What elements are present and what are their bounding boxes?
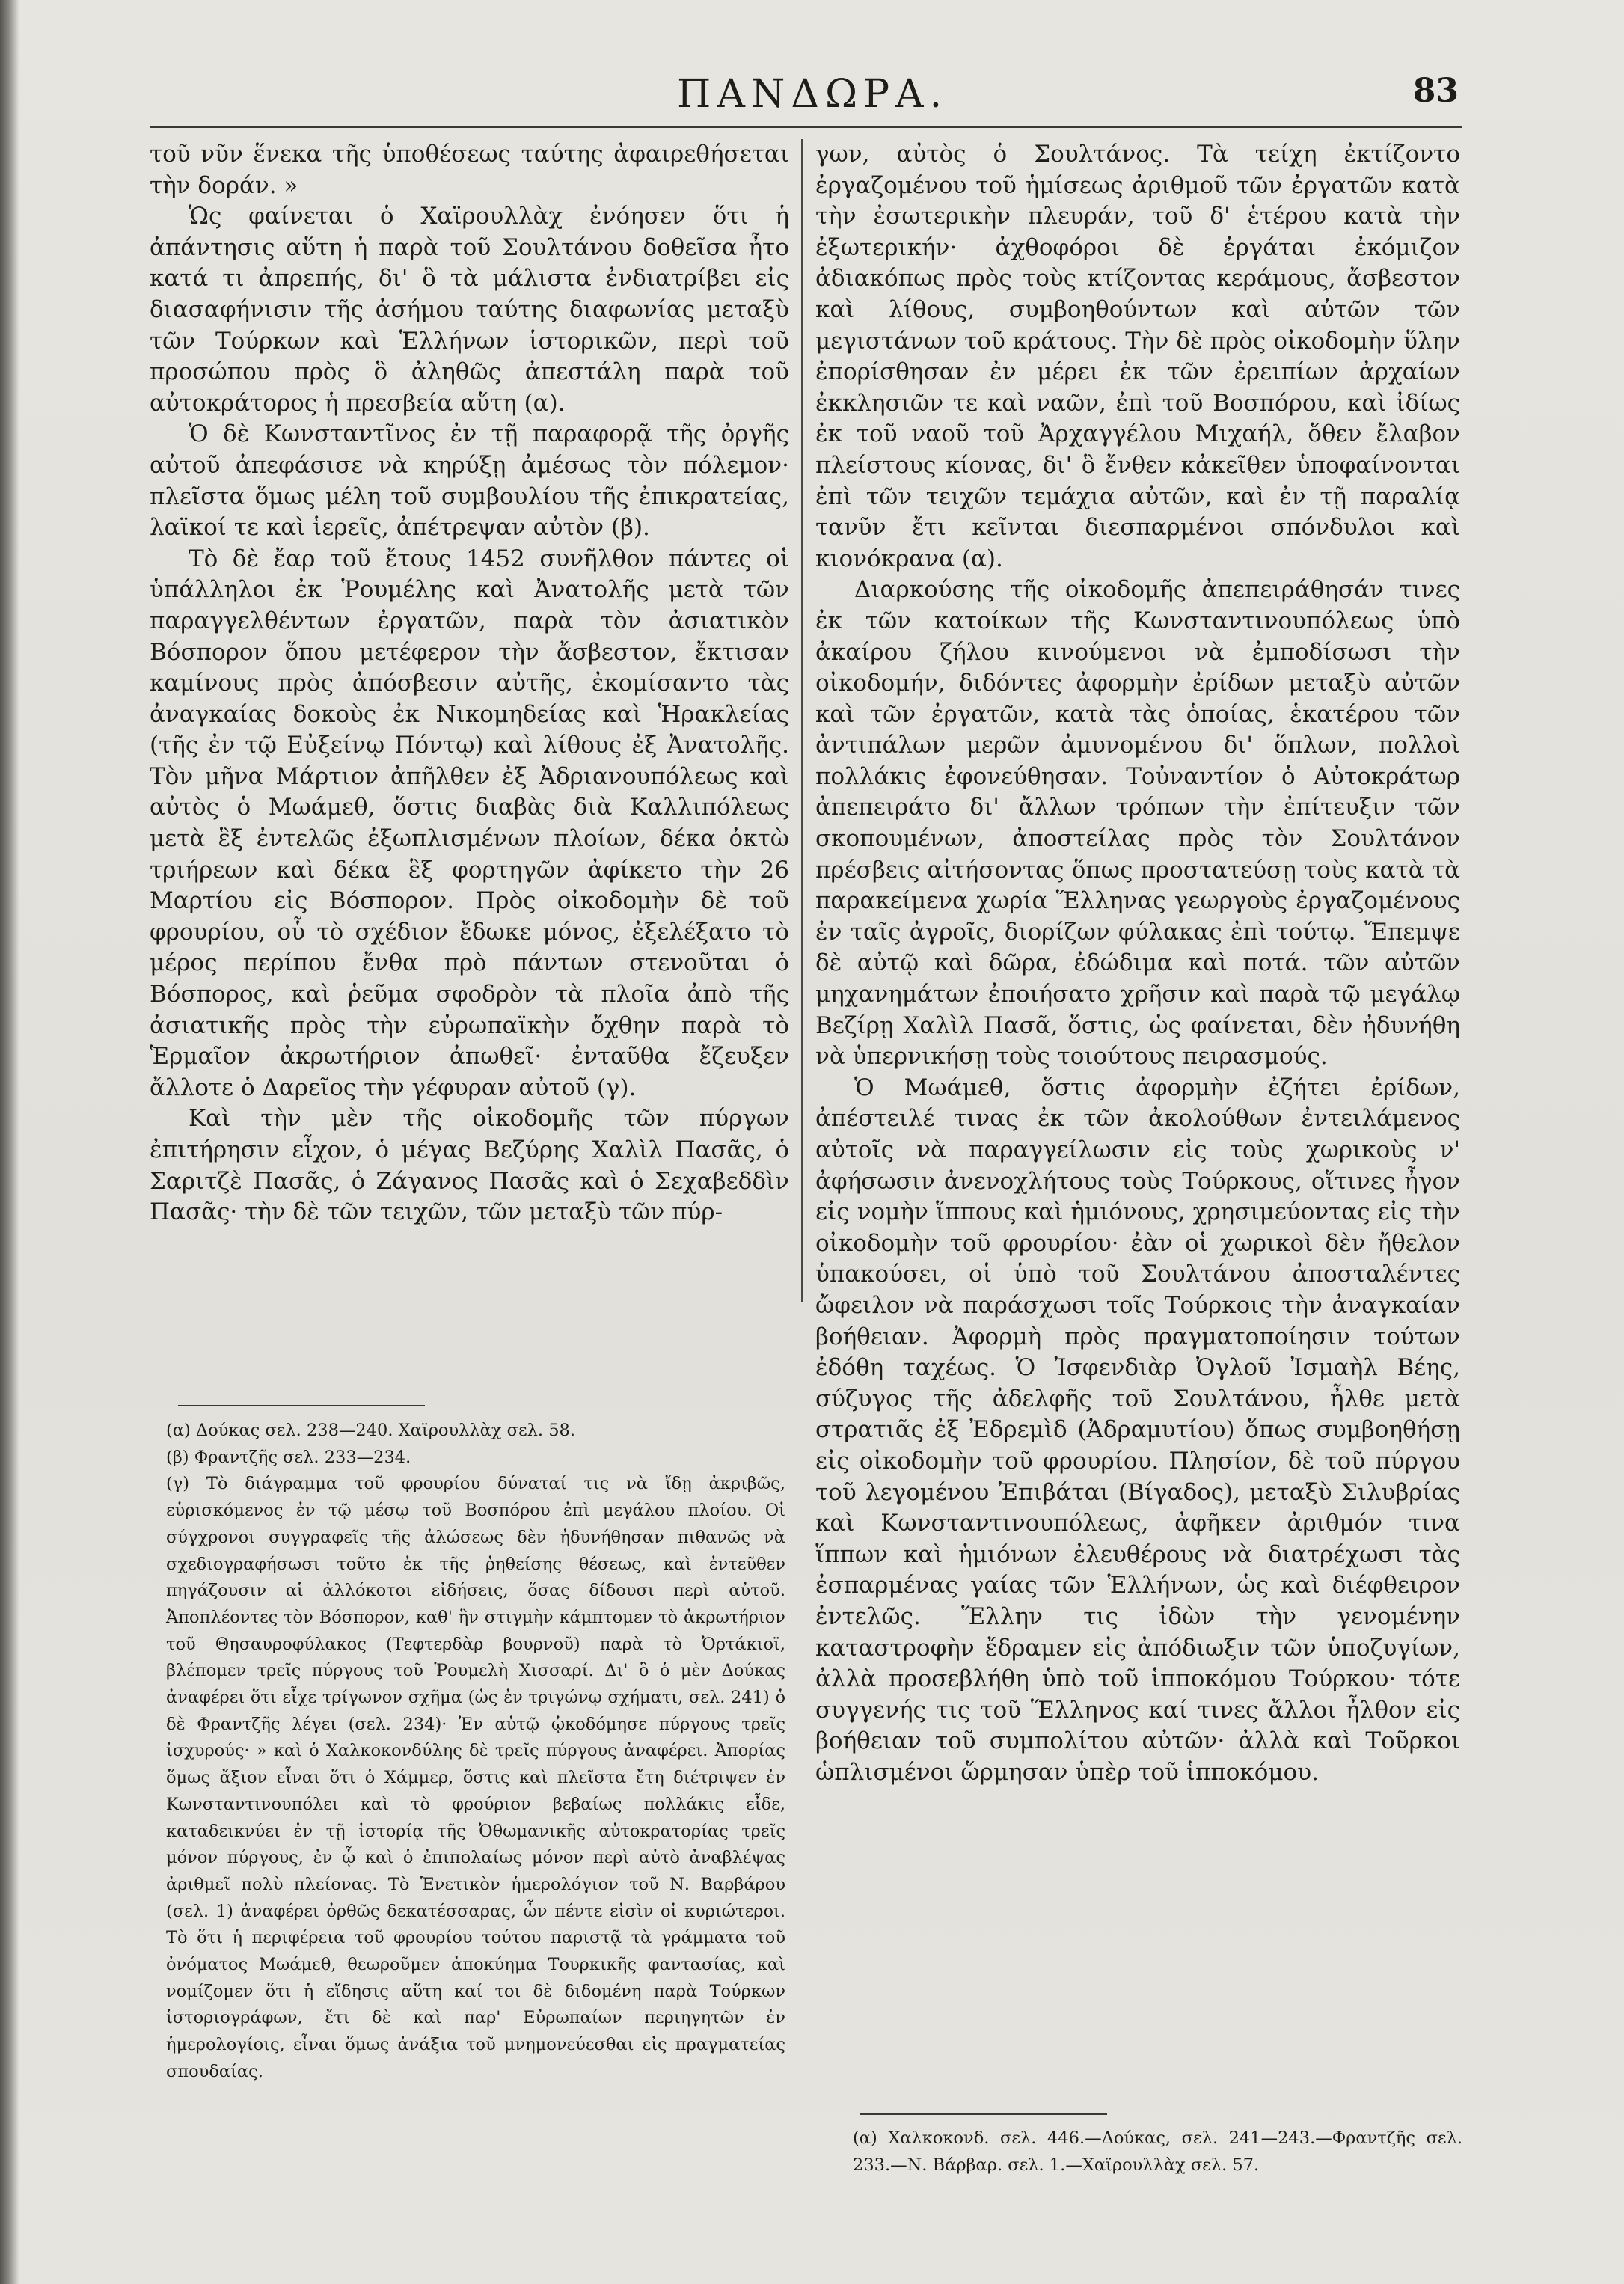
- footnote-rule-right: [860, 2113, 1107, 2115]
- page-number: 83: [1412, 72, 1459, 110]
- footnote: (α) Δούκας σελ. 238—240. Χαϊρουλλὰχ σελ. 58.: [166, 1421, 576, 1440]
- header-rule: [150, 126, 1462, 128]
- footnote-rule-left: [178, 1405, 425, 1406]
- binding-shadow: [0, 0, 19, 2284]
- footnote: (α) Χαλκοκονδ. σελ. 446.—Δούκας, σελ. 241—243.—Φραντζῆς σελ. 233.—Ν. Βάρβαρ. σελ. 1.—Χαϊρουλλὰχ σελ. 57.: [853, 2128, 1462, 2175]
- left-column: [150, 139, 789, 1228]
- paragraph: Τὸ δὲ ἔαρ τοῦ ἔτους 1452 συνῆλθον πάντες οἱ ὑπάλληλοι ἐκ Ῥουμέλης καὶ Ἀνατολῆς μετὰ τῶν παραγγελθέντων ἐργατῶν, παρὰ τὸν ἀσιατικὸν Βόσπορον ὅπου μετέφερον τὴν ἄσβεστον, ἔκτισαν καμίνους πρὸς ἀπόσβεσιν αὐτῆς, ἐκομίσαντο τὰς ἀναγκαίας δοκοὺς ἐκ Νικομηδείας καὶ Ἡρακλείας (τῆς ἐν τῷ Εὐξείνῳ Πόντῳ) καὶ λίθους ἐξ Ἀνατολῆς. Τὸν μῆνα Μάρτιον ἀπῆλθεν ἐξ Ἀδριανουπόλεως καὶ αὐτὸς ὁ Μωάμεθ, ὅστις διαβὰς διὰ Καλλιπόλεως μετὰ ἓξ ἐντελῶς ἐξωπλισμένων πλοίων, δέκα ὀκτὼ τριήρεων καὶ δέκα ἓξ φορτηγῶν ἀφίκετο τὴν 26 Μαρτίου εἰς Βόσπορον. Πρὸς οἰκοδομὴν δὲ τοῦ φρουρίου, οὗ τὸ σχέδιον ἔδωκε μόνος, ἐξελέξατο τὸ μέρος περίπου ἔνθα πρὸ πάντων στενοῦται ὁ Βόσπορος, καὶ ῥεῦμα σφοδρὸν τὰ πλοῖα ἀπὸ τῆς ἀσιατικῆς πρὸς τὴν εὐρωπαϊκὴν ὄχθην παρὰ τὸ Ἑρμαῖον ἀκρωτήριον ἀπωθεῖ· ἐνταῦθα ἔζευξεν ἄλλοτε ὁ Δαρεῖος τὴν γέφυραν αὐτοῦ (γ).: [150, 545, 789, 1101]
- paragraph: Ὁ δὲ Κωνσταντῖνος ἐν τῇ παραφορᾷ τῆς ὀργῆς αὐτοῦ ἀπεφάσισε νὰ κηρύξῃ ἀμέσως τὸν πόλεμον· πλεῖστα ὅμως μέλη τοῦ συμβουλίου τῆς ἐπικρατείας, λαϊκοί τε καὶ ἱερεῖς, ἀπέτρεψαν αὐτὸν (β).: [150, 420, 789, 542]
- journal-title: ΠΑΝΔΩΡΑ.: [677, 72, 949, 117]
- footnotes-left: [166, 1418, 785, 2086]
- running-head: [0, 72, 1624, 124]
- footnote: (β) Φραντζῆς σελ. 233—234.: [166, 1447, 411, 1467]
- right-column: [815, 139, 1460, 1788]
- paragraph: Καὶ τὴν μὲν τῆς οἰκοδομῆς τῶν πύργων ἐπιτήρησιν εἶχον, ὁ μέγας Βεζύρης Χαλὶλ Πασᾶς, ὁ Σαριτζὲ Πασᾶς, ὁ Ζάγανος Πασᾶς καὶ ὁ Σεχαβεδδὶν Πασᾶς· τὴν δὲ τῶν τειχῶν, τῶν μεταξὺ τῶν πύρ-: [150, 1105, 789, 1226]
- footnotes-right: [853, 2125, 1462, 2179]
- paragraph: γων, αὐτὸς ὁ Σουλτάνος. Τὰ τείχη ἐκτίζοντο ἐργαζομένου τοῦ ἡμίσεως ἀριθμοῦ τῶν ἐργατῶν κατὰ τὴν ἐσωτερικὴν πλευράν, τοῦ δ' ἑτέρου κατὰ τὴν ἐξωτερικήν· ἀχθοφόροι δὲ ἐργάται ἐκόμιζον ἀδιακόπως πρὸς τοὺς κτίζοντας κεράμους, ἄσβεστον καὶ λίθους, συμβοηθούντων καὶ αὐτῶν τῶν μεγιστάνων τοῦ κράτους. Τὴν δὲ πρὸς οἰκοδομὴν ὕλην ἐπορίσθησαν ἐν μέρει ἐκ τῶν ἐρειπίων ἀρχαίων ἐκκλησιῶν τε καὶ ναῶν, ἐπὶ τοῦ Βοσπόρου, καὶ ἰδίως ἐκ τοῦ ναοῦ τοῦ Ἀρχαγγέλου Μιχαήλ, ὅθεν ἔλαβον πλείστους κίονας, δι' ὃ ἔνθεν κἀκεῖθεν ὑποφαίνονται ἐπὶ τῶν τειχῶν τεμάχια αὐτῶν, καὶ ἐν τῇ παραλίᾳ τανῦν ἔτι κεῖνται διεσπαρμένοι σπόνδυλοι καὶ κιονόκρανα (α).: [815, 141, 1460, 572]
- paragraph: Διαρκούσης τῆς οἰκοδομῆς ἀπεπειράθησάν τινες ἐκ τῶν κατοίκων τῆς Κωνσταντινουπόλεως ὑπὸ ἀκαίρου ζήλου κινούμενοι νὰ ἐμποδίσωσι τὴν οἰκοδομήν, διδόντες ἀφορμὴν ἐρίδων μεταξὺ αὐτῶν καὶ τῶν ἐργατῶν, κατὰ τὰς ὁποίας, ἑκατέρου τῶν ἀντιπάλων μερῶν ἀμυνομένου δι' ὅπλων, πολλοὶ πολλάκις ἐφονεύθησαν. Τοὐναντίον ὁ Αὐτοκράτωρ ἀπεπειράτο δι' ἄλλων τρόπων τὴν ἐπίτευξιν τῶν σκοπουμένων, ἀποστείλας πρὸς τὸν Σουλτάνον πρέσβεις αἰτήσοντας ὅπως προστατεύσῃ τοὺς κατὰ τὰ παρακείμενα χωρία Ἕλληνας γεωργοὺς ἐργαζομένους ἐν ταῖς ἀγροῖς, διορίζων φύλακας ἐπὶ τούτῳ. Ἔπεμψε δὲ αὐτῷ καὶ δῶρα, ἐδώδιμα καὶ ποτά. τῶν αὐτῶν μηχανημάτων ἐποιήσατο χρῆσιν καὶ παρὰ τῷ μεγάλῳ Βεζίρῃ Χαλὶλ Πασᾶ, ὅστις, ὡς φαίνεται, δὲν ἠδυνήθη νὰ ὑπερνικήσῃ τοὺς τοιούτους πειρασμούς.: [815, 576, 1460, 1071]
- paragraph: Ὁ Μωάμεθ, ὅστις ἀφορμὴν ἐζήτει ἐρίδων, ἀπέστειλέ τινας ἐκ τῶν ἀκολούθων ἐντειλάμενος αὐτοῖς νὰ παραγγείλωσιν εἰς τοὺς χωρικοὺς ν' ἀφήσωσιν ἀνενοχλήτους τοὺς Τούρκους, οἵτινες ἦγον εἰς νομὴν ἵππους καὶ ἡμιόνους, χρησιμεύοντας εἰς τὴν οἰκοδομὴν τοῦ φρουρίου· ἐὰν οἱ χωρικοὶ δὲν ἤθελον ὑπακούσει, οἱ ὑπὸ τοῦ Σουλτάνου ἀποσταλέντες ὤφειλον νὰ παράσχωσι τοῖς Τούρκοις τὴν ἀναγκαίαν βοήθειαν. Ἀφορμὴ πρὸς πραγματοποίησιν τούτων ἐδόθη ταχέως. Ὁ Ἰσφενδιὰρ Ὀγλοῦ Ἰσμαὴλ Βέης, σύζυγος τῆς ἀδελφῆς τοῦ Σουλτάνου, ἦλθε μετὰ στρατιᾶς ἐξ Ἐδρεμὶδ (Ἀδραμυτίου) ὅπως συμβοηθήσῃ εἰς οἰκοδομὴν τοῦ φρουρίου. Πλησίον, δὲ τοῦ πύργου τοῦ λεγομένου Ἐπιβάται (Βίγαδος), μεταξὺ Σιλυβρίας καὶ Κωνσταντινουπόλεως, ἀφῆκεν ἀριθμόν τινα ἵππων καὶ ἡμιόνων ἐλευθέρους νὰ διατρέχωσι τὰς ἐσπαρμένας γαίας τῶν Ἑλλήνων, ὡς καὶ διέφθειρον ἐντελῶς. Ἕλλην τις ἰδὼν τὴν γενομένην καταστροφὴν ἔδραμεν εἰς ἀπόδιωξιν τῶν ὑποζυγίων, ἀλλὰ προσεβλήθη ὑπὸ τοῦ ἱπποκόμου Τούρκου· τότε συγγενής τις τοῦ Ἕλληνος καί τινες ἄλλοι ἦλθον εἰς βοήθειαν τοῦ συμπολίτου αὐτῶν· ἀλλὰ καὶ Τοῦρκοι ὡπλισμένοι ὥρμησαν ὑπὲρ τοῦ ἱπποκόμου.: [815, 1074, 1460, 1786]
- paragraph: τοῦ νῦν ἕνεκα τῆς ὑποθέσεως ταύτης ἀφαιρεθήσεται τὴν δοράν. »: [150, 141, 789, 199]
- column-separator: [801, 139, 803, 1302]
- footnote: (γ) Τὸ διάγραμμα τοῦ φρουρίου δύναταί τις νὰ ἴδῃ ἀκριβῶς, εὑρισκόμενος ἐν τῷ μέσῳ τοῦ Βοσπόρου ἐπὶ μεγάλου πλοίου. Οἱ σύγχρονοι συγγραφεῖς τῆς ἁλώσεως δὲν ἠδυνήθησαν πιθανῶς νὰ σχεδιογραφήσωσι τοῦτο ἐκ τῆς ῥηθείσης θέσεως, καὶ ἐντεῦθεν πηγάζουσιν αἱ ἀλλόκοτοι εἰδήσεις, ὅσας δίδουσι περὶ αὐτοῦ. Ἀποπλέοντες τὸν Βόσπορον, καθ' ἣν στιγμὴν κάμπτομεν τὸ ἀκρωτήριον τοῦ Θησαυροφύλακος (Τεφτερδὰρ βουρνοῦ) παρὰ τὸ Ὀρτάκιοϊ, βλέπομεν τρεῖς πύργους τοῦ Ῥουμελὴ Χισσαρί. Δι' ὃ ὁ μὲν Δούκας ἀναφέρει ὅτι εἶχε τρίγωνον σχῆμα (ὡς ἐν τριγώνῳ σχήματι, σελ. 241) ὁ δὲ Φραντζῆς λέγει (σελ. 234)· Ἐν αὐτῷ ᾠκοδόμησε πύργους τρεῖς ἰσχυρούς· » καὶ ὁ Χαλκοκονδύλης δὲ τρεῖς πύργους ἀναφέρει. Ἀπορίας ὅμως ἄξιον εἶναι ὅτι ὁ Χάμμερ, ὅστις καὶ πλεῖστα ἔτη διέτριψεν ἐν Κωνσταντινουπόλει καὶ τὸ φρούριον βεβαίως πολλάκις εἶδε, καταδεικνύει ἐν τῇ ἱστορίᾳ τῆς Ὀθωμανικῆς αὐτοκρατορίας τρεῖς μόνον πύργους, ἐν ᾧ καὶ ὁ ἐπιπολαίως μόνον περὶ αὐτὸ ἀναβλέψας ἀριθμεῖ πολὺ πλείονας. Τὸ Ἑνετικὸν ἡμερολόγιον τοῦ Ν. Βαρβάρου (σελ. 1) ἀναφέρει ὀρθῶς δεκατέσσαρας, ὧν πέντε εἰσὶν οἱ κυριώτεροι. Τὸ ὅτι ἡ περιφέρεια τοῦ φρουρίου τούτου παριστᾷ τὰ γράμματα τοῦ ὀνόματος Μωάμεθ, θεωροῦμεν ἀποκύημα Τουρκικῆς φαντασίας, καὶ νομίζομεν ὅτι ἡ εἴδησις αὕτη καί τοι δὲ διδομένη παρὰ Τούρκων ἱστοριογράφων, ἔτι δὲ καὶ παρ' Εὐρωπαίων περιηγητῶν ἐν ἡμερολογίοις, εἶναι ὅμως ἀνάξια τοῦ μνημονεύεσθαι εἰς πραγματείας σπουδαίας.: [166, 1474, 785, 2081]
- paragraph: Ὡς φαίνεται ὁ Χαϊρουλλὰχ ἐνόησεν ὅτι ἡ ἀπάντησις αὕτη ἡ παρὰ τοῦ Σουλτάνου δοθεῖσα ἦτο κατά τι ἀπρεπής, δι' ὃ τὰ μάλιστα ἐνδιατρίβει εἰς διασαφήνισιν τῆς ἀσήμου ταύτης διαφωνίας μεταξὺ τῶν Τούρκων καὶ Ἑλλήνων ἱστορικῶν, περὶ τοῦ προσώπου πρὸς ὃ ἀληθῶς ἀπεστάλη παρὰ τοῦ αὐτοκράτορος ἡ πρεσβεία αὕτη (α).: [150, 203, 789, 417]
